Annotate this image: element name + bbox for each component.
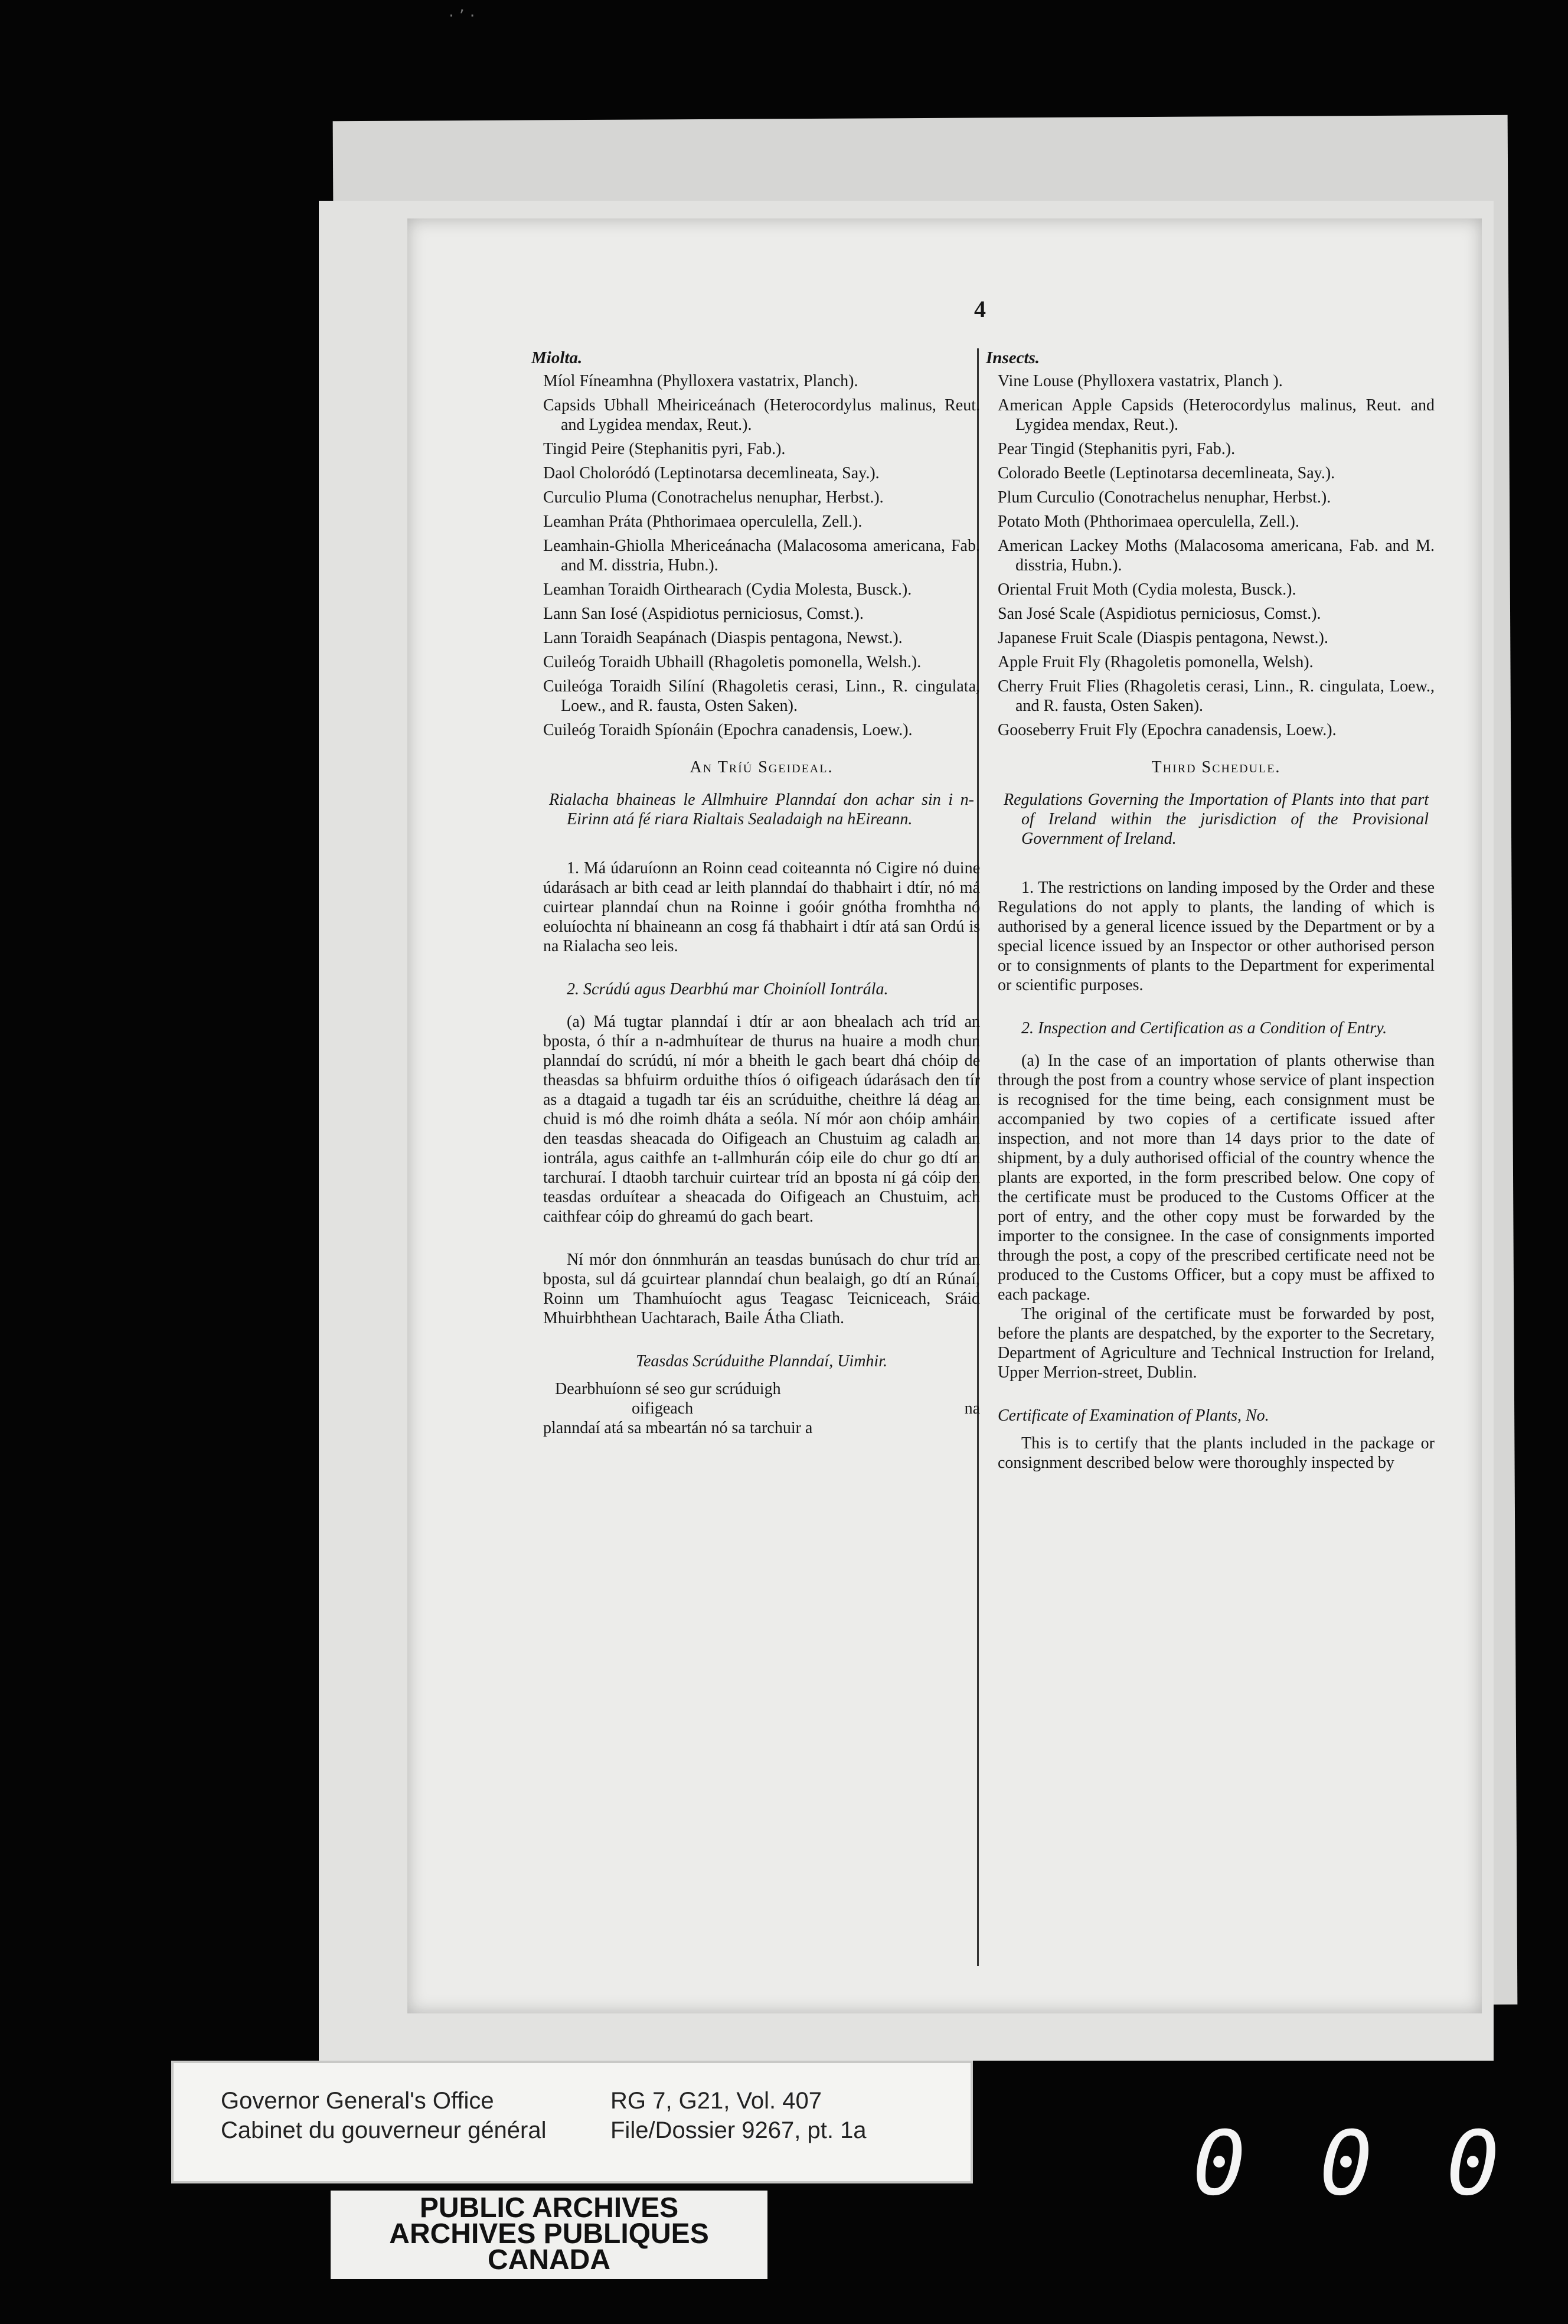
list-item: Leamhan Toraidh Oirthearach (Cydia Molesta, Busck.).	[543, 580, 912, 599]
list-item: Míol Fíneamhna (Phylloxera vastatrix, Planch).	[543, 372, 858, 390]
certificate-line-2-start: oifigeach	[632, 1399, 694, 1418]
stamp-line-1: PUBLIC ARCHIVES	[419, 2192, 679, 2224]
column-heading: Miolta.	[531, 348, 583, 367]
file-reference: File/Dossier 9267, pt. 1a	[610, 2117, 867, 2143]
list-item: Cherry Fruit Flies (Rhagoletis cerasi, Linn., R. cingulata, Loew., and R. fausta, Osten Saken).	[998, 677, 1435, 715]
certificate-line-1: Dearbhuíonn sé seo gur scrúduigh	[555, 1380, 781, 1398]
list-item: Leamhan Práta (Phthorimaea operculella, Zell.).	[543, 513, 863, 531]
stamp-line-2: ARCHIVES PUBLIQUES	[389, 2218, 709, 2250]
list-item: Potato Moth (Phthorimaea operculella, Zell.).	[998, 513, 1299, 531]
section-2-title: 2. Scrúdú agus Dearbhú mar Choiníoll Iontrála.	[567, 980, 888, 998]
list-item: Cuileóg Toraidh Ubhaill (Rhagoletis pomonella, Welsh.).	[543, 653, 922, 671]
certificate-line-2	[543, 1399, 980, 1418]
list-item: Lann Toraidh Seapánach (Diaspis pentagona, Newst.).	[543, 629, 903, 647]
certificate-title: Teasdas Scrúduithe Planndaí, Uimhir.	[636, 1352, 887, 1370]
office-french: Cabinet du gouverneur général	[221, 2117, 547, 2143]
archive-reference-label	[171, 2061, 973, 2183]
column-heading: Insects.	[986, 348, 1040, 367]
list-item: Plum Curculio (Conotrachelus nenuphar, Herbst.).	[998, 488, 1331, 507]
certificate-title: Certificate of Examination of Plants, No.	[998, 1406, 1269, 1425]
list-item: Leamhain-Ghiolla Mhericeánacha (Malacosoma americana, Fab. and M. disstria, Hubn.).	[543, 537, 980, 575]
counter-digit: 0	[1319, 2113, 1373, 2215]
section-2-title: 2. Inspection and Certification as a Condition of Entry.	[1021, 1019, 1387, 1037]
schedule-subtitle: Regulations Governing the Importation of Plants into that part of Ireland within the jurisdiction of the Provisional Government of Ireland.	[1004, 791, 1429, 848]
insect-list	[543, 371, 980, 740]
insect-list	[998, 371, 1435, 740]
certificate-line-2-end: na	[964, 1399, 980, 1418]
schedule-title: An Tríú Sgeideal.	[690, 758, 834, 776]
list-item: Gooseberry Fruit Fly (Epochra canadensis, Loew.).	[998, 721, 1337, 739]
page-number: 4	[974, 296, 986, 322]
english-column	[986, 348, 1435, 1473]
list-item: Apple Fruit Fly (Rhagoletis pomonella, Welsh).	[998, 653, 1314, 671]
list-item: Oriental Fruit Moth (Cydia molesta, Busck.).	[998, 580, 1296, 599]
paragraph-2b: Ní mór don ónnmhurán an teasdas bunúsach do chur tríd an bposta, sul dá gcuirtear planndaí chun bealaigh, go dtí an Rúnaí, Roinn um Thamhuíocht agus Teagasc Teicniceach, Sráid Mhuirbhthean Uachtarach, Baile Átha Cliath.	[543, 1251, 980, 1327]
list-item: Lann San Iosé (Aspidiotus perniciosus, Comst.).	[543, 605, 864, 623]
list-item: San José Scale (Aspidiotus perniciosus, Comst.).	[998, 605, 1321, 623]
paragraph-1: 1. Má údaruíonn an Roinn cead coiteannta nó Cigire nó duine údarásach ar bith cead ar leith planndaí do thabhairt i dtír, nó má cuirtear planndaí chun na Roinne i goóir gnótha fromhtha nó eoluíochta ní bhaineann an cosg fá thabhairt i dtír atá san Ordú is na Rialacha seo leis.	[543, 859, 980, 955]
document-page	[407, 218, 1482, 2013]
record-group-reference: RG 7, G21, Vol. 407	[610, 2088, 822, 2114]
list-item: Cuileóg Toraidh Spíonáin (Epochra canadensis, Loew.).	[543, 721, 913, 739]
certificate-line-3: planndaí atá sa mbeartán nó sa tarchuir a	[543, 1419, 813, 1437]
list-item: Curculio Pluma (Conotrachelus nenuphar, Herbst.).	[543, 488, 884, 507]
office-english: Governor General's Office	[221, 2088, 494, 2114]
public-archives-stamp	[331, 2191, 767, 2279]
counter-digit: 0	[1193, 2113, 1246, 2215]
list-item: American Apple Capsids (Heterocordylus malinus, Reut. and Lygidea mendax, Reut.).	[998, 396, 1435, 434]
list-item: Vine Louse (Phylloxera vastatrix, Planch ).	[998, 372, 1283, 390]
list-item: Tingid Peire (Stephanitis pyri, Fab.).	[543, 440, 786, 458]
stamp-line-3: CANADA	[488, 2244, 610, 2276]
list-item: Japanese Fruit Scale (Diaspis pentagona, Newst.).	[998, 629, 1328, 647]
paragraph-2a: (a) Má tugtar planndaí i dtír ar aon bhealach ach tríd an bposta, ó thír a n-admhuítear de thurus na huaire a modh chun planndaí do scrúdú, ní mór a bheith le gach beart dhá chóip de theasdas sa bhfuirm orduithe thíos ó oifigeach údarásach den tír as a dtagaid a tugadh tar éis an scrúduithe, cheithre lá déag an chuid is mó dhe roimh dháta a seóla. Ní mór aon chóip amháin den teasdas sheacada do Oifigeach an Chustuim ag caladh an iontrála, agus caithfe an t-allmhurán cóip eile do chur go dtí an tarchuraí. I dtaobh tarchuir cuirtear tríd an bposta ní gá cóip den teasdas orduítear a sheacada do Oifigeach an Chustuim, ach caithfear cóip do ghreamú do gach beart.	[543, 1013, 980, 1226]
paragraph-1: 1. The restrictions on landing imposed by the Order and these Regulations do not apply to plants, the landing of which is authorised by a general licence issued by the Department or by a special licence issued by an Inspector or other authorised person or to consignments of plants to the Department for experimental or scientific purposes.	[998, 879, 1435, 994]
list-item: Capsids Ubhall Mheiriceánach (Heterocordylus malinus, Reut. and Lygidea mendax, Reut.).	[543, 396, 980, 434]
schedule-title: Third Schedule.	[1151, 758, 1281, 776]
paragraph-2a: (a) In the case of an importation of plants otherwise than through the post from a country whose service of plant inspection is recognised for the time being, each consignment must be accompanied by two copies of a certificate issued after inspection, and not more than 14 days prior to the date of shipment, by a duly authorised official of the country whence the plants are exported, in the form prescribed below. One copy of the certificate must be produced to the Customs Officer at the port of entry, and the other copy must be forwarded by the importer to the consignee. In the case of consignments imported through the post, a copy of the prescribed certificate need not be produced to the Customs Officer, but a copy must be affixed to each package.	[998, 1052, 1435, 1304]
margin-marks: · ’ ·	[449, 6, 475, 25]
counter-digit: 0	[1446, 2113, 1500, 2215]
list-item: Cuileóga Toraidh Silíní (Rhagoletis cerasi, Linn., R. cingulata, Loew., and R. fausta, Osten Saken).	[543, 677, 980, 715]
list-item: Colorado Beetle (Leptinotarsa decemlineata, Say.).	[998, 464, 1335, 482]
certificate-body: This is to certify that the plants included in the package or consignment described below were thoroughly inspected by	[998, 1434, 1435, 1472]
list-item: Pear Tingid (Stephanitis pyri, Fab.).	[998, 440, 1236, 458]
frame-counter	[1193, 2113, 1500, 2215]
list-item: American Lackey Moths (Malacosoma americana, Fab. and M. disstria, Hubn.).	[998, 537, 1435, 575]
paragraph-2b: The original of the certificate must be forwarded by post, before the plants are despatched, by the exporter to the Secretary, Department of Agriculture and Technical Instruction for Ireland, Upper Merrion-street, Dublin.	[998, 1305, 1435, 1382]
list-item: Daol Choloródó (Leptinotarsa decemlineata, Say.).	[543, 464, 880, 482]
schedule-subtitle: Rialacha bhaineas le Allmhuire Planndaí don achar sin i n-Eirinn atá fé riara Rialtais Sealadaigh na hEireann.	[549, 791, 974, 828]
irish-column	[531, 348, 980, 1438]
